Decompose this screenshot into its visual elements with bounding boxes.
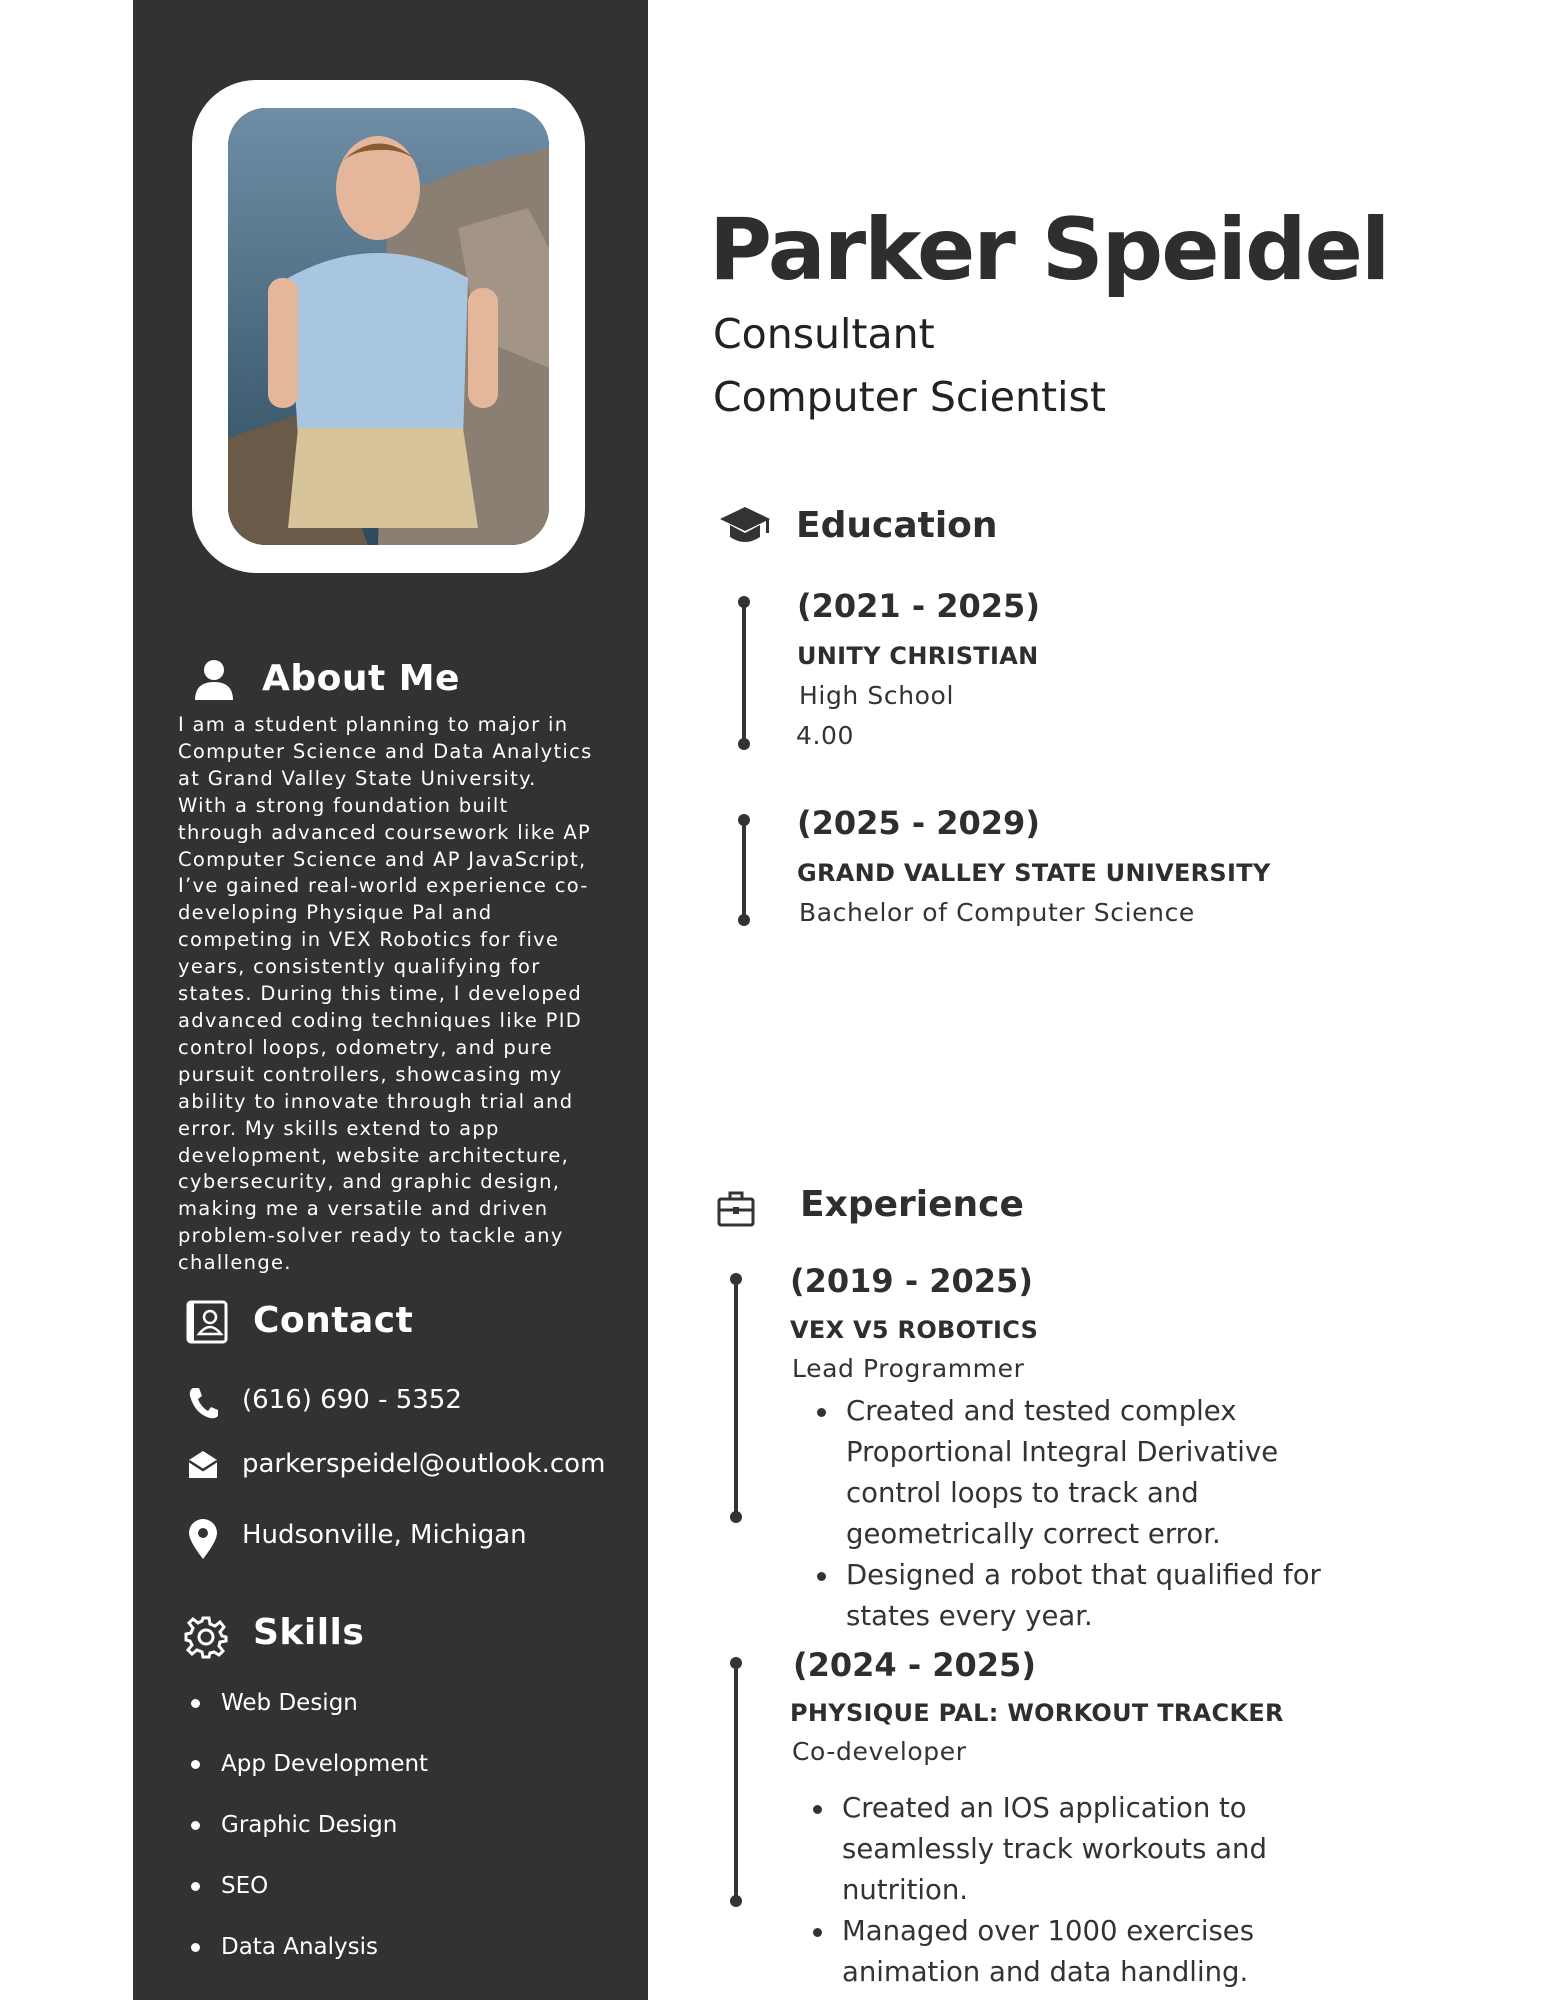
education-gpa: 4.00 <box>796 721 855 750</box>
education-school: UNITY CHRISTIAN <box>797 642 1039 670</box>
experience-bullet: Created and tested complex Proportional Integral Derivative control loops to track and geometrically correct error. <box>812 1391 1321 1555</box>
skill-item: Data Analysis <box>188 1920 428 1981</box>
experience-role: Co-developer <box>792 1737 967 1766</box>
skill-item: SEO <box>188 1859 428 1920</box>
experience-dates: (2019 - 2025) <box>790 1262 1033 1300</box>
education-timeline-2 <box>738 814 750 926</box>
about-heading: About Me <box>262 658 460 699</box>
briefcase-icon <box>716 1190 756 1228</box>
person-name: Parker Speidel <box>709 200 1389 300</box>
experience-timeline-1 <box>730 1273 742 1523</box>
about-text: I am a student planning to major in Computer Science and Data Analytics at Grand Valley State University. With a strong foundation built through advanced coursework like AP Computer Science and AP JavaScript, I’ve gained real-world experience co- developing Physique Pal and competing in VEX Robotics for five years, consistently qualifying for states. During this time, I developed advanced coding techniques like PID control loops, odometry, and pure pursuit controllers, showcasing my ability to innovate through trial and error. My skills extend to app development, website architecture, cybersecurity, and graphic design, making me a versatile and driven problem-solver ready to tackle any challenge. <box>178 713 593 1275</box>
education-level: High School <box>799 681 955 710</box>
education-degree: Bachelor of Computer Science <box>799 898 1195 927</box>
experience-timeline-2 <box>730 1657 742 1907</box>
experience-org: VEX V5 ROBOTICS <box>790 1316 1039 1344</box>
experience-bullet: Designed a robot that qualified for states every year. <box>812 1555 1321 1637</box>
envelope-icon <box>185 1448 225 1484</box>
contact-heading: Contact <box>253 1300 414 1341</box>
profile-photo-frame <box>192 80 585 573</box>
education-school: GRAND VALLEY STATE UNIVERSITY <box>797 859 1271 887</box>
skill-item: Graphic Design <box>188 1798 428 1859</box>
phone-number: (616) 690 - 5352 <box>242 1385 462 1415</box>
title-consultant: Consultant <box>713 310 935 358</box>
skill-item: Web Design <box>188 1676 428 1737</box>
profile-photo <box>228 108 549 545</box>
graduation-cap-icon <box>718 505 772 549</box>
location-text: Hudsonville, Michigan <box>242 1520 527 1550</box>
location-pin-icon <box>185 1519 225 1555</box>
experience-dates: (2024 - 2025) <box>793 1646 1036 1684</box>
education-dates: (2021 - 2025) <box>797 587 1040 625</box>
contact-card-icon <box>186 1300 228 1344</box>
education-timeline-1 <box>738 596 750 750</box>
phone-icon <box>185 1384 225 1420</box>
experience-bullets <box>808 1788 1267 1993</box>
experience-bullets <box>812 1391 1321 1637</box>
experience-bullet: Managed over 1000 exercises animation and data handling. <box>808 1911 1267 1993</box>
experience-bullet: Created an IOS application to seamlessly track workouts and nutrition. <box>808 1788 1267 1911</box>
experience-heading: Experience <box>800 1184 1024 1225</box>
education-heading: Education <box>796 505 998 546</box>
title-computer-scientist: Computer Scientist <box>713 373 1106 421</box>
skills-heading: Skills <box>253 1612 365 1653</box>
experience-role: Lead Programmer <box>792 1354 1025 1383</box>
skills-list <box>188 1676 428 1981</box>
experience-org: PHYSIQUE PAL: WORKOUT TRACKER <box>790 1699 1284 1727</box>
gear-icon <box>184 1615 228 1659</box>
email-address: parkerspeidel@outlook.com <box>242 1449 606 1479</box>
person-icon <box>193 658 235 700</box>
education-dates: (2025 - 2029) <box>797 804 1040 842</box>
skill-item: App Development <box>188 1737 428 1798</box>
